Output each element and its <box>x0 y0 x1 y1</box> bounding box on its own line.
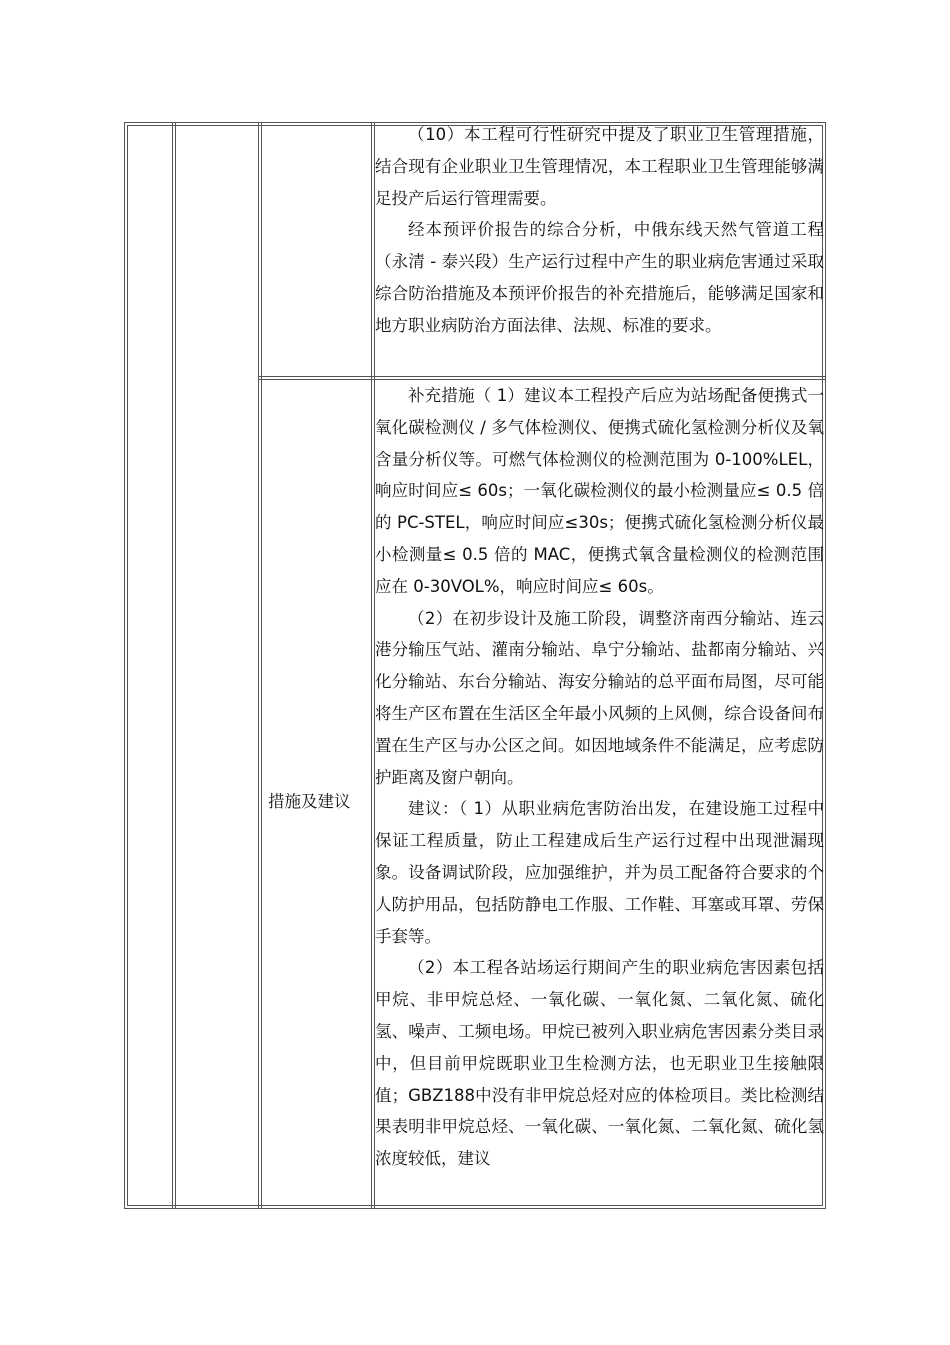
row1-content-cell <box>375 119 824 342</box>
paragraph: 建议：（ 1）从职业病危害防治出发，在建设施工过程中保证工程质量，防止工程建成后生产运行过程中出现泄漏现象。设备调试阶段，应加强维护，并为员工配备符合要求的个人防护用品，包括防静电工作服、工作鞋、耳塞或耳罩、劳保手套等。 <box>375 799 824 946</box>
paragraph: （10）本工程可行性研究中提及了职业卫生管理措施，结合现有企业职业卫生管理情况，本工程职业卫生管理能够满足投产后运行管理需要。 <box>375 125 824 208</box>
paragraph: 补充措施（ 1）建议本工程投产后应为站场配备便携式一氧化碳检测仪 / 多气体检测仪、便携式硫化氢检测分析仪及氧含量分析仪等。可燃气体检测仪的检测范围为 0-100%LEL，响应时间应≤ 60s；一氧化碳检测仪的最小检测量应≤ 0.5 倍的 PC-STEL，响应时间应≤30s；便携式硫化氢检测分析仪最小检测量≤ 0.5 倍的 MAC，便携式氧含量检测仪的检测范围应在 0-30VOL%，响应时间应≤ 60s。 <box>375 386 824 596</box>
paragraph: （2）本工程各站场运行期间产生的职业病危害因素包括甲烷、非甲烷总烃、一氧化碳、一氧化氮、二氧化氮、硫化氢、噪声、工频电场。甲烷已被列入职业病危害因素分类目录中，但目前甲烷既职业卫生检测方法，也无职业卫生接触限值；GBZ188中没有非甲烷总烃对应的体检项目。类比检测结果表明非甲烷总烃、一氧化碳、一氧化氮、二氧化氮、硫化氢浓度较低，建议 <box>375 958 824 1169</box>
paragraph: （2）在初步设计及施工阶段，调整济南西分输站、连云港分输压气站、灌南分输站、阜宁分输站、盐都南分输站、兴化分输站、东台分输站、海安分输站的总平面布局图，尽可能将生产区布置在生活区全年最小风频的上风侧，综合设备间布置在生产区与办公区之间。如因地域条件不能满足，应考虑防护距离及窗户朝向。 <box>375 608 824 787</box>
row2-content-cell <box>375 380 824 1175</box>
measures-label: 措施及建议 <box>268 792 351 811</box>
paragraph: 经本预评价报告的综合分析，中俄东线天然气管道工程（永清 - 泰兴段）生产运行过程中产生的职业病危害通过采取综合防治措施及本预评价报告的补充措施后，能够满足国家和地方职业病防治方面法律、法规、标准的要求。 <box>375 220 824 335</box>
